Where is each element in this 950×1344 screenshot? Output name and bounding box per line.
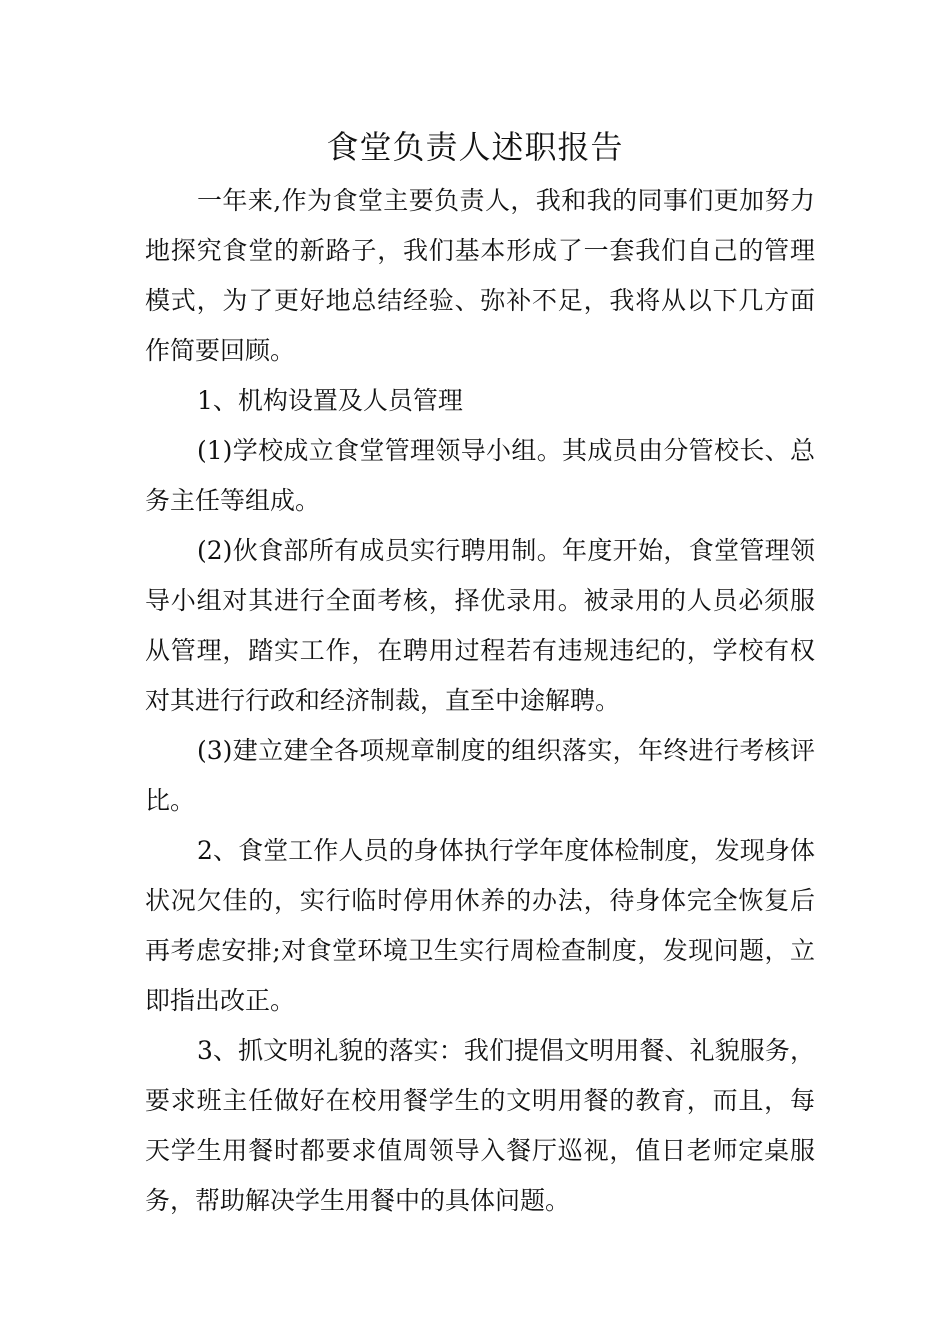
paragraph-item-1: (1)学校成立食堂管理领导小组。其成员由分管校长、总务主任等组成。 (145, 436, 815, 515)
paragraph-section-2: 2、食堂工作人员的身体执行学年度体检制度，发现身体状况欠佳的，实行临时停用休养的办法，待身体完全恢复后再考虑安排;对食堂环境卫生实行周检查制度，发现问题，立即指出改正。 (145, 836, 815, 1015)
paragraph-item-2: (2)伙食部所有成员实行聘用制。年度开始，食堂管理领导小组对其进行全面考核，择优录用。被录用的人员必须服从管理，踏实工作，在聘用过程若有违规违纪的，学校有权对其进行行政和经济制裁，直至中途解聘。 (145, 536, 815, 715)
document-body (145, 176, 815, 1226)
paragraph-section-3: 3、抓文明礼貌的落实：我们提倡文明用餐、礼貌服务，要求班主任做好在校用餐学生的文明用餐的教育，而且，每天学生用餐时都要求值周领导入餐厅巡视，值日老师定桌服务，帮助解决学生用餐中的具体问题。 (145, 1036, 815, 1215)
paragraph-section-1-heading: 1、机构设置及人员管理 (197, 386, 463, 415)
paragraph-item-3: (3)建立建全各项规章制度的组织落实，年终进行考核评比。 (145, 736, 815, 815)
document-title: 食堂负责人述职报告 (326, 128, 624, 166)
paragraph-intro: 一年来,作为食堂主要负责人，我和我的同事们更加努力地探究食堂的新路子，我们基本形成了一套我们自己的管理模式，为了更好地总结经验、弥补不足，我将从以下几方面作简要回顾。 (145, 186, 815, 365)
